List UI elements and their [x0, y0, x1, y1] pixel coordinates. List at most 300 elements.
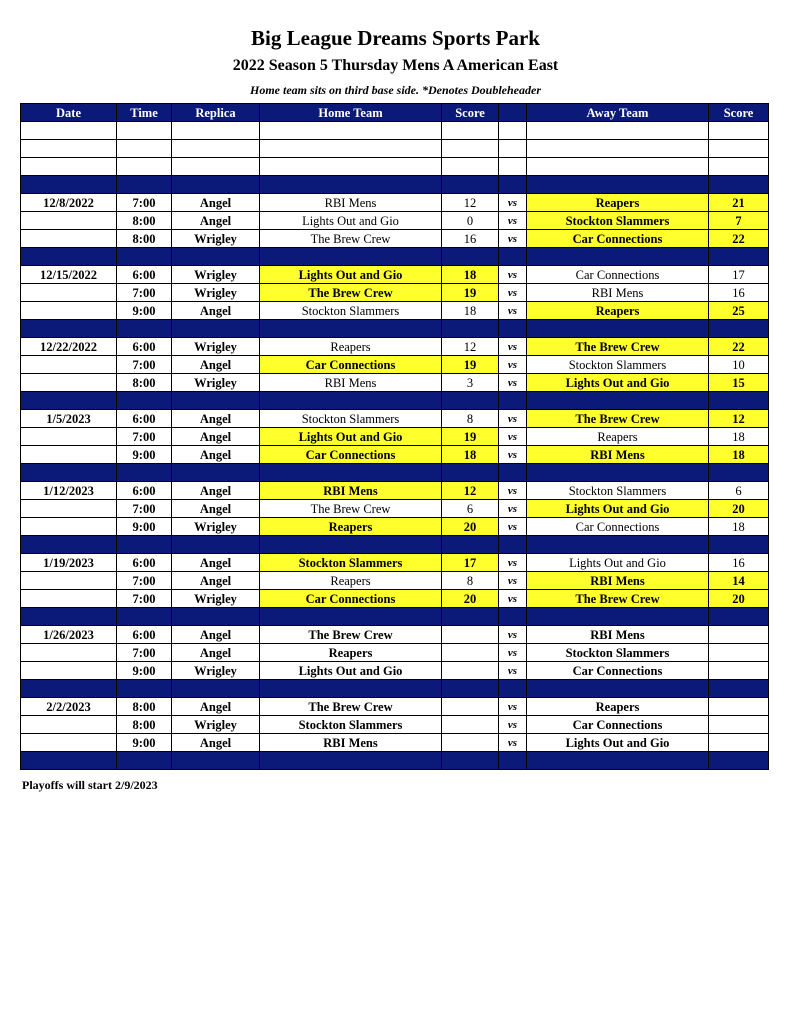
away-score-cell: 22 [709, 230, 769, 248]
separator-cell [260, 608, 442, 626]
home-team-cell: Car Connections [260, 446, 442, 464]
footer-note: Playoffs will start 2/9/2023 [22, 778, 158, 792]
date-cell: 1/26/2023 [21, 626, 117, 644]
header-home-team: Home Team [260, 104, 442, 122]
separator-cell [117, 320, 172, 338]
home-team-cell: The Brew Crew [260, 284, 442, 302]
away-score-cell: 16 [709, 554, 769, 572]
header-vs [499, 104, 527, 122]
home-team-cell: RBI Mens [260, 734, 442, 752]
replica-cell: Angel [172, 194, 260, 212]
table-row [21, 662, 769, 680]
home-team-cell: Stockton Slammers [260, 716, 442, 734]
table-row [21, 734, 769, 752]
home-score-cell: 18 [442, 446, 499, 464]
away-team-cell: Reapers [527, 302, 709, 320]
separator-cell [172, 536, 260, 554]
away-score-cell [709, 626, 769, 644]
separator-cell [260, 176, 442, 194]
away-score-cell: 25 [709, 302, 769, 320]
home-score-cell: 18 [442, 302, 499, 320]
page-title: Big League Dreams Sports Park [251, 26, 540, 50]
separator-cell [709, 608, 769, 626]
home-score-cell: 8 [442, 410, 499, 428]
replica-cell: Angel [172, 626, 260, 644]
time-cell: 6:00 [117, 266, 172, 284]
separator-cell [709, 464, 769, 482]
home-team-cell: Stockton Slammers [260, 554, 442, 572]
separator-cell [260, 464, 442, 482]
table-row [21, 590, 769, 608]
separator-cell [527, 608, 709, 626]
blank-row [21, 122, 769, 140]
vs-cell: vs [499, 230, 527, 248]
time-cell: 6:00 [117, 338, 172, 356]
date-cell [21, 734, 117, 752]
home-score-cell: 12 [442, 482, 499, 500]
vs-cell: vs [499, 662, 527, 680]
header-away-team: Away Team [527, 104, 709, 122]
away-score-cell: 20 [709, 590, 769, 608]
away-score-cell: 15 [709, 374, 769, 392]
date-cell [21, 572, 117, 590]
separator-cell [21, 392, 117, 410]
replica-cell: Angel [172, 482, 260, 500]
header-row [21, 104, 769, 122]
week-separator [21, 392, 769, 410]
away-score-cell: 10 [709, 356, 769, 374]
separator-cell [21, 752, 117, 770]
away-team-cell: Lights Out and Gio [527, 554, 709, 572]
table-row [21, 482, 769, 500]
week-separator [21, 536, 769, 554]
time-cell: 7:00 [117, 644, 172, 662]
separator-cell [260, 320, 442, 338]
away-team-cell: Car Connections [527, 230, 709, 248]
table-row [21, 374, 769, 392]
separator-cell [442, 680, 499, 698]
home-team-cell: RBI Mens [260, 374, 442, 392]
date-cell [21, 212, 117, 230]
week-separator [21, 608, 769, 626]
separator-cell [260, 392, 442, 410]
away-team-cell: Reapers [527, 428, 709, 446]
separator-cell [117, 680, 172, 698]
home-score-cell: 19 [442, 284, 499, 302]
separator-cell [117, 752, 172, 770]
header-away-score: Score [709, 104, 769, 122]
home-score-cell: 12 [442, 194, 499, 212]
date-cell: 12/15/2022 [21, 266, 117, 284]
away-score-cell [709, 698, 769, 716]
week-separator [21, 464, 769, 482]
replica-cell: Angel [172, 554, 260, 572]
time-cell: 6:00 [117, 626, 172, 644]
home-team-cell: The Brew Crew [260, 698, 442, 716]
away-score-cell: 6 [709, 482, 769, 500]
separator-cell [527, 320, 709, 338]
table-row [21, 194, 769, 212]
date-cell: 2/2/2023 [21, 698, 117, 716]
replica-cell: Angel [172, 446, 260, 464]
away-score-cell: 20 [709, 500, 769, 518]
schedule-body [21, 122, 769, 770]
date-cell [21, 356, 117, 374]
replica-cell: Angel [172, 302, 260, 320]
away-score-cell: 18 [709, 446, 769, 464]
separator-cell [260, 680, 442, 698]
date-cell [21, 590, 117, 608]
table-row [21, 716, 769, 734]
home-score-cell [442, 626, 499, 644]
home-team-cell: Lights Out and Gio [260, 428, 442, 446]
separator-cell [172, 752, 260, 770]
replica-cell: Angel [172, 356, 260, 374]
table-row [21, 266, 769, 284]
replica-cell: Wrigley [172, 230, 260, 248]
vs-cell: vs [499, 734, 527, 752]
separator-cell [499, 248, 527, 266]
replica-cell: Angel [172, 428, 260, 446]
separator-cell [499, 680, 527, 698]
separator-cell [172, 320, 260, 338]
table-row [21, 410, 769, 428]
week-separator [21, 752, 769, 770]
separator-cell [442, 320, 499, 338]
replica-cell: Angel [172, 644, 260, 662]
header-date: Date [21, 104, 117, 122]
away-score-cell: 17 [709, 266, 769, 284]
replica-cell: Angel [172, 500, 260, 518]
vs-cell: vs [499, 410, 527, 428]
vs-cell: vs [499, 266, 527, 284]
home-score-cell: 16 [442, 230, 499, 248]
home-score-cell: 8 [442, 572, 499, 590]
separator-cell [21, 320, 117, 338]
home-team-cell: Reapers [260, 518, 442, 536]
page-note: Home team sits on third base side. *Denotes Doubleheader [250, 83, 541, 97]
away-team-cell: Car Connections [527, 716, 709, 734]
separator-cell [527, 680, 709, 698]
vs-cell: vs [499, 428, 527, 446]
separator-cell [442, 536, 499, 554]
week-separator [21, 680, 769, 698]
separator-cell [442, 392, 499, 410]
home-score-cell: 20 [442, 590, 499, 608]
separator-cell [709, 536, 769, 554]
schedule-table [20, 103, 769, 770]
home-team-cell: Lights Out and Gio [260, 662, 442, 680]
separator-cell [172, 608, 260, 626]
table-row [21, 212, 769, 230]
home-team-cell: RBI Mens [260, 194, 442, 212]
table-row [21, 644, 769, 662]
separator-cell [709, 392, 769, 410]
away-team-cell: Stockton Slammers [527, 482, 709, 500]
separator-cell [527, 536, 709, 554]
blank-row [21, 158, 769, 176]
away-score-cell: 18 [709, 518, 769, 536]
home-team-cell: Reapers [260, 338, 442, 356]
home-score-cell: 20 [442, 518, 499, 536]
separator-cell [260, 536, 442, 554]
replica-cell: Wrigley [172, 590, 260, 608]
vs-cell: vs [499, 482, 527, 500]
date-cell [21, 230, 117, 248]
separator-cell [709, 320, 769, 338]
separator-cell [117, 392, 172, 410]
date-cell: 12/8/2022 [21, 194, 117, 212]
away-team-cell: The Brew Crew [527, 590, 709, 608]
away-team-cell: Lights Out and Gio [527, 374, 709, 392]
away-team-cell: Stockton Slammers [527, 356, 709, 374]
home-team-cell: The Brew Crew [260, 500, 442, 518]
home-score-cell: 6 [442, 500, 499, 518]
week-separator [21, 320, 769, 338]
vs-cell: vs [499, 446, 527, 464]
away-score-cell: 14 [709, 572, 769, 590]
separator-cell [527, 392, 709, 410]
vs-cell: vs [499, 500, 527, 518]
header-home-score: Score [442, 104, 499, 122]
separator-cell [172, 680, 260, 698]
separator-cell [117, 176, 172, 194]
home-score-cell: 12 [442, 338, 499, 356]
replica-cell: Wrigley [172, 716, 260, 734]
time-cell: 9:00 [117, 734, 172, 752]
date-cell [21, 302, 117, 320]
away-team-cell: Reapers [527, 698, 709, 716]
table-row [21, 428, 769, 446]
table-row [21, 500, 769, 518]
home-team-cell: Reapers [260, 644, 442, 662]
home-team-cell: Car Connections [260, 356, 442, 374]
header-time: Time [117, 104, 172, 122]
separator-cell [709, 680, 769, 698]
home-team-cell: Stockton Slammers [260, 302, 442, 320]
vs-cell: vs [499, 338, 527, 356]
table-row [21, 518, 769, 536]
date-cell [21, 716, 117, 734]
away-team-cell: RBI Mens [527, 572, 709, 590]
time-cell: 7:00 [117, 500, 172, 518]
separator-cell [527, 248, 709, 266]
separator-cell [21, 536, 117, 554]
away-team-cell: The Brew Crew [527, 410, 709, 428]
home-score-cell [442, 644, 499, 662]
replica-cell: Angel [172, 698, 260, 716]
away-team-cell: Car Connections [527, 518, 709, 536]
replica-cell: Wrigley [172, 266, 260, 284]
away-score-cell [709, 644, 769, 662]
vs-cell: vs [499, 572, 527, 590]
away-score-cell: 21 [709, 194, 769, 212]
date-cell: 1/19/2023 [21, 554, 117, 572]
time-cell: 9:00 [117, 518, 172, 536]
time-cell: 7:00 [117, 428, 172, 446]
time-cell: 6:00 [117, 410, 172, 428]
home-team-cell: Lights Out and Gio [260, 212, 442, 230]
vs-cell: vs [499, 212, 527, 230]
home-score-cell [442, 698, 499, 716]
home-team-cell: Car Connections [260, 590, 442, 608]
separator-cell [709, 176, 769, 194]
home-team-cell: Lights Out and Gio [260, 266, 442, 284]
away-team-cell: Lights Out and Gio [527, 500, 709, 518]
home-team-cell: RBI Mens [260, 482, 442, 500]
home-score-cell: 17 [442, 554, 499, 572]
replica-cell: Wrigley [172, 338, 260, 356]
date-cell [21, 374, 117, 392]
home-score-cell: 18 [442, 266, 499, 284]
away-score-cell: 7 [709, 212, 769, 230]
date-cell [21, 500, 117, 518]
separator-cell [172, 464, 260, 482]
home-score-cell: 3 [442, 374, 499, 392]
separator-cell [117, 536, 172, 554]
separator-cell [260, 248, 442, 266]
date-cell: 12/22/2022 [21, 338, 117, 356]
home-score-cell: 0 [442, 212, 499, 230]
vs-cell: vs [499, 716, 527, 734]
table-row [21, 338, 769, 356]
away-team-cell: RBI Mens [527, 446, 709, 464]
time-cell: 7:00 [117, 194, 172, 212]
home-team-cell: The Brew Crew [260, 626, 442, 644]
away-team-cell: Lights Out and Gio [527, 734, 709, 752]
date-cell: 1/12/2023 [21, 482, 117, 500]
date-cell [21, 284, 117, 302]
time-cell: 8:00 [117, 716, 172, 734]
separator-cell [172, 248, 260, 266]
separator-cell [21, 176, 117, 194]
vs-cell: vs [499, 356, 527, 374]
home-team-cell: Stockton Slammers [260, 410, 442, 428]
home-score-cell [442, 716, 499, 734]
table-row [21, 284, 769, 302]
time-cell: 7:00 [117, 590, 172, 608]
separator-cell [172, 392, 260, 410]
table-row [21, 230, 769, 248]
separator-cell [117, 608, 172, 626]
separator-cell [21, 248, 117, 266]
separator-cell [499, 752, 527, 770]
separator-cell [499, 536, 527, 554]
separator-cell [21, 680, 117, 698]
away-score-cell: 12 [709, 410, 769, 428]
table-row [21, 554, 769, 572]
table-row [21, 626, 769, 644]
separator-cell [709, 752, 769, 770]
separator-cell [527, 752, 709, 770]
time-cell: 7:00 [117, 284, 172, 302]
separator-cell [499, 392, 527, 410]
away-team-cell: Car Connections [527, 266, 709, 284]
date-cell [21, 518, 117, 536]
date-cell [21, 644, 117, 662]
blank-row [21, 140, 769, 158]
away-team-cell: RBI Mens [527, 284, 709, 302]
replica-cell: Wrigley [172, 374, 260, 392]
separator-cell [499, 608, 527, 626]
replica-cell: Angel [172, 212, 260, 230]
separator-cell [442, 752, 499, 770]
replica-cell: Angel [172, 572, 260, 590]
vs-cell: vs [499, 644, 527, 662]
vs-cell: vs [499, 554, 527, 572]
time-cell: 6:00 [117, 482, 172, 500]
vs-cell: vs [499, 590, 527, 608]
date-cell: 1/5/2023 [21, 410, 117, 428]
separator-cell [117, 248, 172, 266]
week-separator [21, 248, 769, 266]
home-score-cell: 19 [442, 356, 499, 374]
table-row [21, 572, 769, 590]
time-cell: 8:00 [117, 212, 172, 230]
table-row [21, 446, 769, 464]
home-score-cell: 19 [442, 428, 499, 446]
away-team-cell: Reapers [527, 194, 709, 212]
page-subtitle: 2022 Season 5 Thursday Mens A American East [232, 57, 559, 74]
away-team-cell: The Brew Crew [527, 338, 709, 356]
replica-cell: Wrigley [172, 518, 260, 536]
separator-cell [527, 464, 709, 482]
home-score-cell [442, 662, 499, 680]
away-score-cell: 18 [709, 428, 769, 446]
away-score-cell [709, 716, 769, 734]
time-cell: 8:00 [117, 698, 172, 716]
away-score-cell [709, 662, 769, 680]
replica-cell: Wrigley [172, 662, 260, 680]
home-score-cell [442, 734, 499, 752]
separator-cell [260, 752, 442, 770]
separator-cell [442, 248, 499, 266]
away-team-cell: RBI Mens [527, 626, 709, 644]
date-cell [21, 662, 117, 680]
separator-cell [442, 176, 499, 194]
time-cell: 8:00 [117, 374, 172, 392]
separator-cell [709, 248, 769, 266]
separator-cell [499, 464, 527, 482]
home-team-cell: The Brew Crew [260, 230, 442, 248]
time-cell: 8:00 [117, 230, 172, 248]
away-team-cell: Stockton Slammers [527, 212, 709, 230]
date-cell [21, 446, 117, 464]
separator-cell [21, 464, 117, 482]
table-row [21, 356, 769, 374]
separator-cell [117, 464, 172, 482]
separator-cell [442, 608, 499, 626]
vs-cell: vs [499, 698, 527, 716]
home-team-cell: Reapers [260, 572, 442, 590]
vs-cell: vs [499, 374, 527, 392]
replica-cell: Angel [172, 410, 260, 428]
date-cell [21, 428, 117, 446]
table-row [21, 302, 769, 320]
time-cell: 7:00 [117, 356, 172, 374]
vs-cell: vs [499, 518, 527, 536]
vs-cell: vs [499, 302, 527, 320]
separator-cell [172, 176, 260, 194]
table-row [21, 698, 769, 716]
separator-cell [499, 176, 527, 194]
separator-cell [442, 464, 499, 482]
away-score-cell: 22 [709, 338, 769, 356]
separator-cell [21, 608, 117, 626]
time-cell: 7:00 [117, 572, 172, 590]
away-score-cell [709, 734, 769, 752]
header-replica: Replica [172, 104, 260, 122]
